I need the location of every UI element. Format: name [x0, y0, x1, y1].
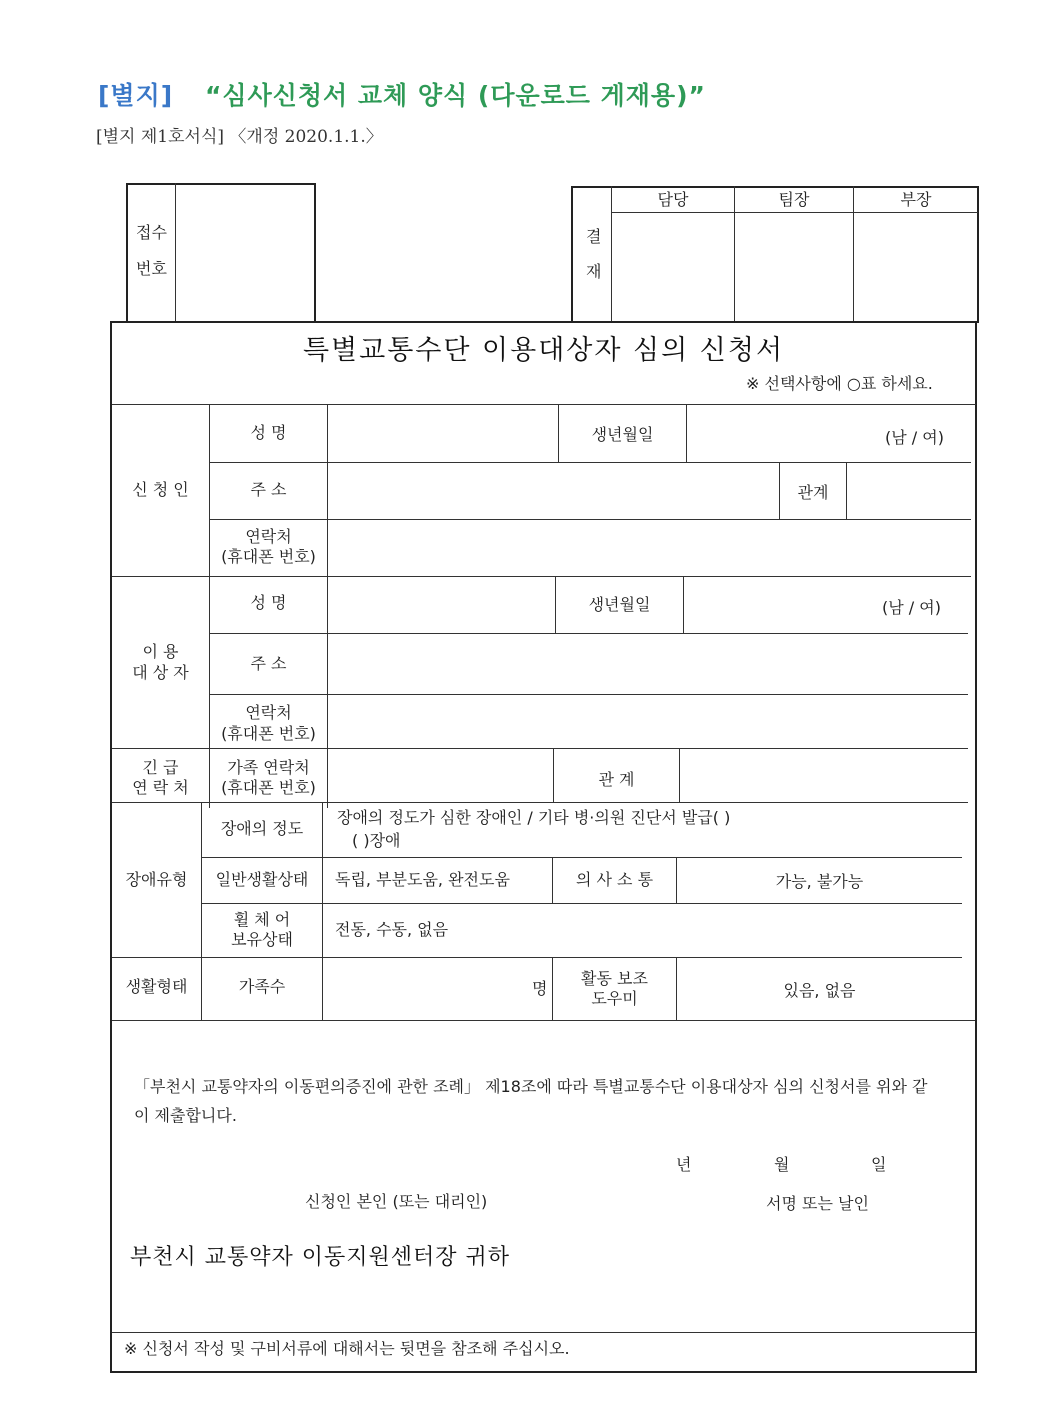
activity-helper-label: 도우미 [591, 989, 638, 1008]
family-count-field[interactable] [324, 959, 529, 1019]
divider [112, 1020, 975, 1021]
user-gender-option[interactable]: (남 / 여) [882, 598, 941, 617]
disability-degree-options[interactable]: 장애의 정도가 심한 장애인 / 기타 병·의원 진단서 발급( ) [337, 808, 731, 827]
approval-col-team-lead: 팀장 [778, 190, 810, 209]
divider [201, 857, 962, 858]
footer-note: ※ 신청서 작성 및 구비서류에 대해서는 뒷면을 참조해 주십시오. [124, 1339, 570, 1358]
user-contact-field[interactable] [329, 696, 967, 747]
applicant-name-label: 성 명 [250, 423, 287, 442]
user-section-label: 대 상 자 [132, 663, 189, 682]
applicant-address-field[interactable] [329, 464, 778, 518]
emergency-relation-label: 관 계 [598, 770, 635, 789]
applicant-contact-label: 연락처 [245, 527, 292, 546]
approval-col-director: 부장 [900, 190, 932, 209]
divider [322, 802, 323, 1020]
form-title: 특별교통수단 이용대상자 심의 신청서 [302, 335, 785, 366]
divider [686, 404, 687, 462]
divider [209, 694, 968, 695]
applicant-contact-field[interactable] [329, 521, 970, 575]
activity-helper-options[interactable]: 있음, 없음 [783, 981, 856, 1000]
applicant-address-label: 주 소 [250, 480, 287, 499]
divider [112, 748, 968, 749]
applicant-relation-field[interactable] [848, 464, 970, 518]
applicant-gender-option[interactable]: (남 / 여) [885, 428, 944, 447]
user-contact-label: (휴대폰 번호) [221, 724, 316, 743]
disability-section-label: 장애유형 [125, 870, 188, 889]
approval-label: 재 [586, 262, 602, 281]
emergency-contact-label: (휴대폰 번호) [221, 778, 316, 797]
applicant-birth-label: 생년월일 [591, 425, 654, 444]
user-contact-label: 연락처 [245, 703, 292, 722]
communication-options[interactable]: 가능, 불가능 [775, 872, 864, 891]
divider [112, 404, 976, 405]
user-name-field[interactable] [329, 578, 554, 632]
date-field[interactable] [600, 1150, 890, 1178]
declaration-text: 「부천시 교통약자의 이동편의증진에 관한 조례」 제18조에 따라 특별교통수단 이용대상자 심의 신청서를 위와 같이 제출합니다. [134, 1077, 928, 1125]
receipt-number-field[interactable] [177, 185, 314, 321]
family-count-unit: 명 [532, 979, 548, 998]
applicant-section-label: 신 청 인 [132, 480, 189, 499]
user-address-label: 주 소 [250, 654, 287, 673]
user-section-label: 이 용 [142, 642, 179, 661]
living-section-label: 생활형태 [125, 977, 188, 996]
date-year: 년 [676, 1155, 692, 1174]
wheelchair-options[interactable]: 전동, 수동, 없음 [335, 920, 449, 939]
signature-label[interactable]: 서명 또는 날인 [766, 1194, 869, 1213]
emergency-section-label: 연 락 처 [132, 778, 189, 797]
selection-note: ※ 선택사항에 ○표 하세요. [746, 374, 933, 393]
divider [201, 903, 962, 904]
receipt-label: 접수 [136, 223, 167, 242]
applicant-signer-label: 신청인 본인 (또는 대리인) [305, 1192, 488, 1211]
form-number: [별지 제1호서식] 〈개정 2020.1.1.〉 [96, 127, 383, 147]
wheelchair-label: 보유상태 [231, 930, 293, 949]
wheelchair-label: 휠 체 어 [233, 910, 291, 929]
divider [679, 748, 680, 802]
receipt-label: 번호 [136, 259, 167, 278]
emergency-contact-label: 가족 연락처 [227, 758, 310, 777]
daily-life-options[interactable]: 독립, 부분도움, 완전도움 [335, 870, 510, 889]
date-day: 일 [871, 1155, 887, 1174]
daily-life-label: 일반생활상태 [215, 870, 309, 889]
applicant-relation-label: 관계 [797, 483, 829, 502]
approval-col-staff: 담당 [657, 190, 689, 209]
approval-sign-staff[interactable] [612, 213, 734, 321]
disability-degree-type[interactable]: ( )장애 [352, 831, 401, 850]
divider [209, 462, 971, 463]
applicant-name-field[interactable] [329, 406, 557, 461]
emergency-contact-field[interactable] [329, 750, 552, 801]
approval-label: 결 [586, 227, 602, 246]
approval-sign-director[interactable] [854, 213, 977, 321]
applicant-contact-label: (휴대폰 번호) [221, 547, 316, 566]
emergency-relation-field[interactable] [681, 750, 967, 801]
divider [112, 957, 962, 958]
user-address-field[interactable] [329, 635, 967, 693]
divider [846, 462, 847, 519]
headline: “심사신청서 교체 양식 (다운로드 게재용)” [205, 81, 706, 110]
disability-degree-label: 장애의 정도 [220, 819, 304, 838]
communication-label: 의 사 소 통 [575, 870, 654, 889]
attachment-tag: [별지] [98, 81, 174, 110]
divider [112, 1332, 975, 1333]
divider [112, 802, 968, 803]
user-birth-field[interactable] [685, 578, 875, 632]
divider [209, 633, 968, 634]
date-month: 월 [774, 1155, 790, 1174]
emergency-section-label: 긴 급 [142, 758, 179, 777]
divider [175, 183, 176, 323]
applicant-birth-field[interactable] [688, 406, 878, 461]
family-count-label: 가족수 [238, 977, 286, 996]
addressee: 부천시 교통약자 이동지원센터장 귀하 [130, 1245, 511, 1270]
user-name-label: 성 명 [250, 593, 287, 612]
activity-helper-label: 활동 보조 [581, 969, 648, 988]
user-birth-label: 생년월일 [588, 595, 651, 614]
divider [683, 576, 684, 633]
divider [112, 576, 971, 577]
divider [209, 519, 971, 520]
approval-sign-team-lead[interactable] [735, 213, 853, 321]
